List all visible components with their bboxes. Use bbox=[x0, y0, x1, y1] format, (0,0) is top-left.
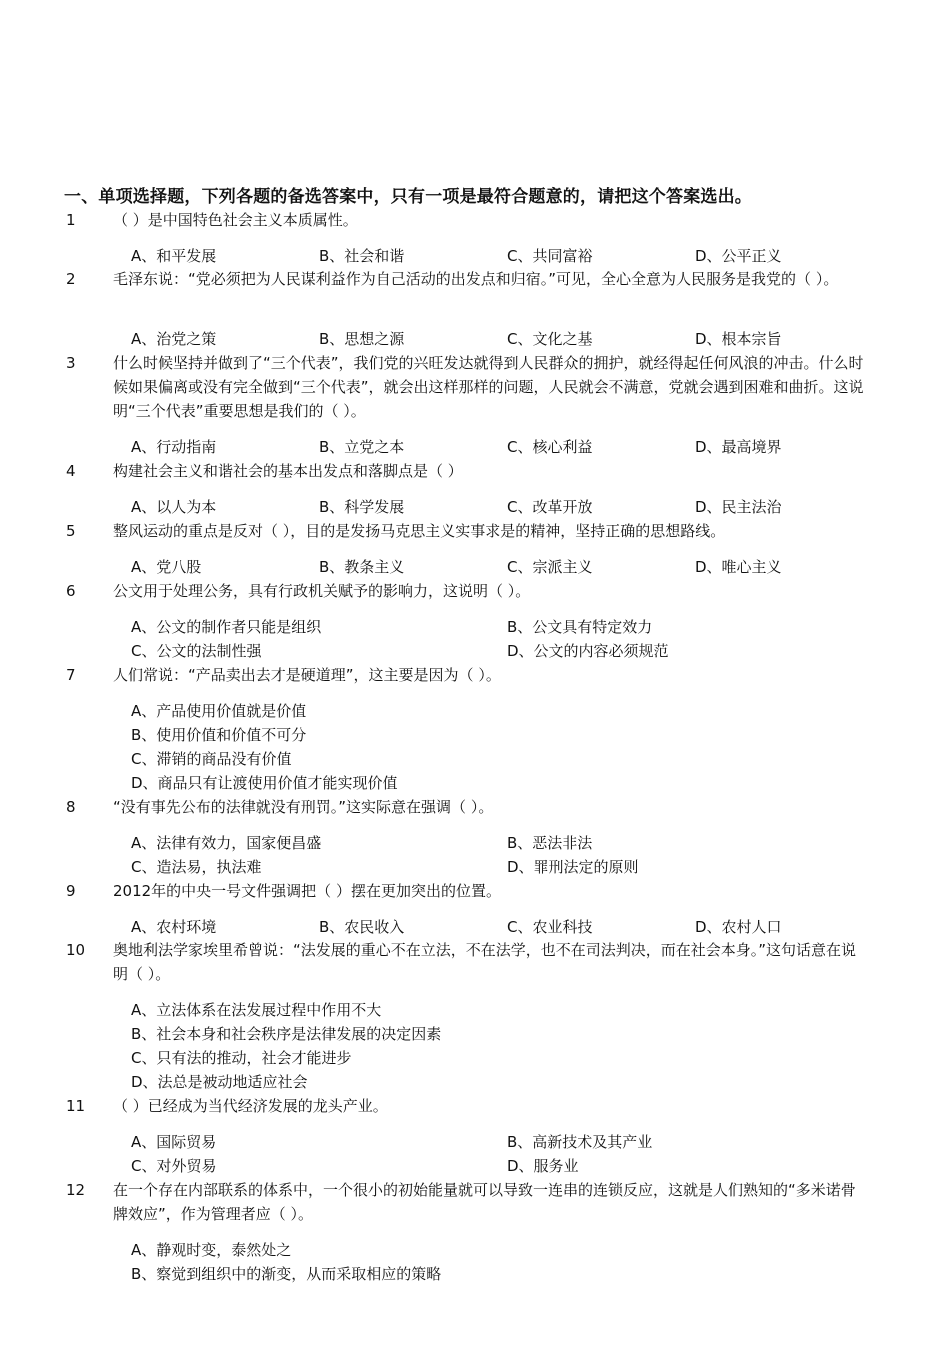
answer-option: D、法总是被动地适应社会 bbox=[131, 1073, 308, 1091]
answer-option: A、公文的制作者只能是组织 bbox=[131, 618, 322, 636]
answer-option: B、社会本身和社会秩序是法律发展的决定因素 bbox=[131, 1025, 442, 1043]
answer-option: C、共同富裕 bbox=[507, 247, 593, 265]
answer-option: D、公平正义 bbox=[695, 247, 782, 265]
answer-option: B、农民收入 bbox=[319, 918, 405, 936]
answer-option: A、国际贸易 bbox=[131, 1133, 217, 1151]
answer-option: C、滞销的商品没有价值 bbox=[131, 750, 292, 768]
answer-option: B、公文具有特定效力 bbox=[507, 618, 653, 636]
answer-option: D、商品只有让渡使用价值才能实现价值 bbox=[131, 774, 398, 792]
answer-option: C、改革开放 bbox=[507, 498, 593, 516]
answer-option: B、立党之本 bbox=[319, 438, 405, 456]
answer-option: D、公文的内容必须规范 bbox=[507, 642, 669, 660]
answer-option: D、服务业 bbox=[507, 1157, 579, 1175]
answer-option: B、教条主义 bbox=[319, 558, 405, 576]
answer-option: C、核心利益 bbox=[507, 438, 593, 456]
answer-option: D、根本宗旨 bbox=[695, 330, 782, 348]
answer-option: C、公文的法制性强 bbox=[131, 642, 262, 660]
question-number: 7 bbox=[66, 666, 76, 684]
answer-option: C、对外贸易 bbox=[131, 1157, 217, 1175]
question-number: 1 bbox=[66, 211, 76, 229]
question-number: 12 bbox=[66, 1181, 86, 1199]
answer-option: D、罪刑法定的原则 bbox=[507, 858, 639, 876]
question-text: “没有事先公布的法律就没有刑罚。”这实际意在强调（ ）。 bbox=[113, 798, 494, 816]
question-number: 6 bbox=[66, 582, 76, 600]
question-number: 5 bbox=[66, 522, 76, 540]
question-text: 整风运动的重点是反对（ ），目的是发扬马克思主义实事求是的精神，坚持正确的思想路线。 bbox=[113, 522, 726, 540]
answer-option: C、宗派主义 bbox=[507, 558, 593, 576]
question-text: 在一个存在内部联系的体系中，一个很小的初始能量就可以导致一连串的连锁反应，这就是人们熟知的“多米诺骨牌效应”，作为管理者应（ ）。 bbox=[113, 1181, 856, 1223]
answer-option: A、以人为本 bbox=[131, 498, 217, 516]
question-text: 奥地利法学家埃里希曾说：“法发展的重心不在立法，不在法学，也不在司法判决，而在社会本身。”这句话意在说明（ ）。 bbox=[113, 941, 857, 983]
answer-option: D、民主法治 bbox=[695, 498, 782, 516]
answer-option: B、思想之源 bbox=[319, 330, 405, 348]
question-number: 8 bbox=[66, 798, 76, 816]
answer-option: A、党八股 bbox=[131, 558, 202, 576]
answer-option: B、科学发展 bbox=[319, 498, 405, 516]
answer-option: A、治党之策 bbox=[131, 330, 217, 348]
answer-option: A、农村环境 bbox=[131, 918, 217, 936]
question-text: 毛泽东说：“党必须把为人民谋利益作为自己活动的出发点和归宿。”可见，全心全意为人民服务是我党的（ ）。 bbox=[113, 270, 839, 288]
answer-option: C、农业科技 bbox=[507, 918, 593, 936]
question-number: 3 bbox=[66, 354, 76, 372]
question-number: 2 bbox=[66, 270, 76, 288]
answer-option: C、只有法的推动，社会才能进步 bbox=[131, 1049, 352, 1067]
answer-option: B、社会和谐 bbox=[319, 247, 405, 265]
question-number: 10 bbox=[66, 941, 86, 959]
answer-option: D、最高境界 bbox=[695, 438, 782, 456]
answer-option: A、和平发展 bbox=[131, 247, 217, 265]
answer-option: A、静观时变，泰然处之 bbox=[131, 1241, 292, 1259]
question-number: 4 bbox=[66, 462, 76, 480]
answer-option: B、察觉到组织中的渐变，从而采取相应的策略 bbox=[131, 1265, 442, 1283]
question-text: （ ）已经成为当代经济发展的龙头产业。 bbox=[113, 1097, 388, 1115]
question-text: 什么时候坚持并做到了“三个代表”，我们党的兴旺发达就得到人民群众的拥护，就经得起任何风浪的冲击。什么时候如果偏离或没有完全做到“三个代表”，就会出这样那样的问题，人民就会不满意，党就会遇到困难和曲折。这说明“三个代表”重要思想是我们的（ ）。 bbox=[113, 354, 864, 420]
answer-option: A、行动指南 bbox=[131, 438, 217, 456]
answer-option: B、高新技术及其产业 bbox=[507, 1133, 653, 1151]
question-text: 人们常说：“产品卖出去才是硬道理”，这主要是因为（ ）。 bbox=[113, 666, 501, 684]
answer-option: C、造法易，执法难 bbox=[131, 858, 262, 876]
question-text: 构建社会主义和谐社会的基本出发点和落脚点是（ ） bbox=[113, 462, 463, 480]
question-text: 公文用于处理公务，具有行政机关赋予的影响力，这说明（ ）。 bbox=[113, 582, 531, 600]
question-number: 9 bbox=[66, 882, 76, 900]
section-title: 一、单项选择题，下列各题的备选答案中，只有一项是最符合题意的，请把这个答案选出。 bbox=[64, 187, 752, 207]
answer-option: C、文化之基 bbox=[507, 330, 593, 348]
answer-option: B、恶法非法 bbox=[507, 834, 593, 852]
answer-option: A、立法体系在法发展过程中作用不大 bbox=[131, 1001, 382, 1019]
question-number: 11 bbox=[66, 1097, 86, 1115]
question-text: 2012年的中央一号文件强调把（ ）摆在更加突出的位置。 bbox=[113, 882, 501, 900]
answer-option: A、产品使用价值就是价值 bbox=[131, 702, 307, 720]
question-text: （ ）是中国特色社会主义本质属性。 bbox=[113, 211, 358, 229]
answer-option: D、唯心主义 bbox=[695, 558, 782, 576]
answer-option: A、法律有效力，国家便昌盛 bbox=[131, 834, 322, 852]
answer-option: D、农村人口 bbox=[695, 918, 782, 936]
answer-option: B、使用价值和价值不可分 bbox=[131, 726, 307, 744]
